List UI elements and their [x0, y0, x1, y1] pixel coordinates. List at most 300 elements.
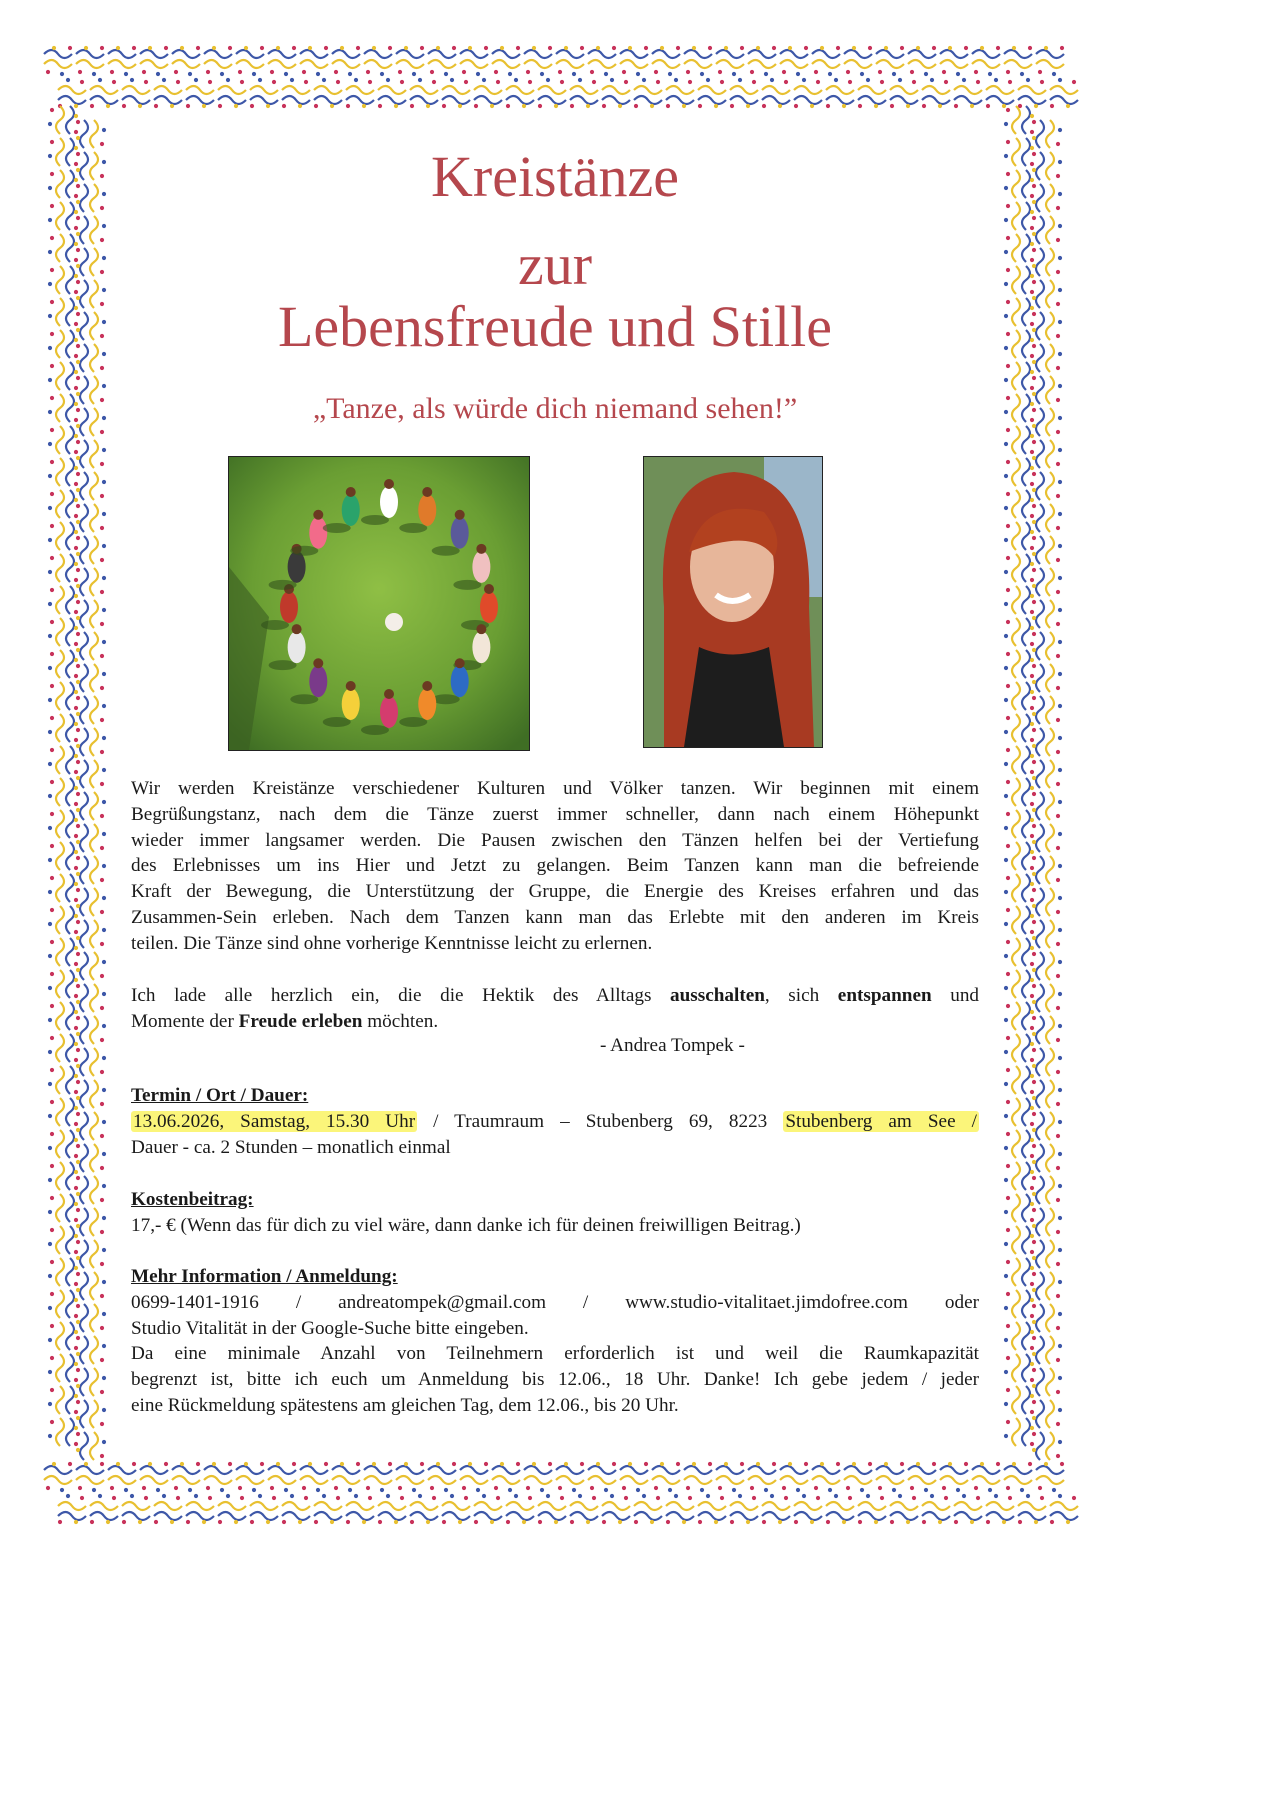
swirl-ornament	[76, 1016, 106, 1044]
swirl-ornament	[1004, 842, 1034, 870]
swirl-ornament	[204, 46, 232, 76]
intro-line: wieder immer langsamer werden. Die Pausen zwischen den Tänzen helfen bei der Vertiefung	[131, 829, 979, 851]
portrait-photo	[643, 456, 823, 748]
swirl-ornament	[972, 1462, 1000, 1492]
swirl-ornament	[76, 600, 106, 628]
swirl-ornament	[780, 1462, 808, 1492]
dancer-figure	[418, 494, 436, 526]
swirl-ornament	[122, 78, 150, 108]
swirl-ornament	[300, 1462, 328, 1492]
swirl-ornament	[250, 1494, 278, 1524]
swirl-ornament	[506, 1494, 534, 1524]
swirl-ornament	[346, 1494, 374, 1524]
dancer-shadow	[399, 717, 427, 727]
info-line: Studio Vitalität in der Google-Suche bitte eingeben.	[131, 1317, 529, 1339]
swirl-ornament	[1004, 1258, 1034, 1286]
dancer-figure	[342, 494, 360, 526]
swirl-ornament	[48, 1258, 78, 1286]
swirl-ornament	[76, 1336, 106, 1364]
swirl-ornament	[282, 78, 310, 108]
swirl-ornament	[1004, 906, 1034, 934]
swirl-ornament	[1004, 1290, 1034, 1318]
dancer-shadow	[261, 620, 289, 630]
swirl-ornament	[474, 1494, 502, 1524]
swirl-ornament	[48, 618, 78, 646]
swirl-ornament	[154, 78, 182, 108]
swirl-ornament	[460, 1462, 488, 1492]
swirl-ornament	[48, 714, 78, 742]
swirl-ornament	[588, 1462, 616, 1492]
dancer-figure	[472, 631, 490, 663]
swirl-ornament	[1004, 1162, 1034, 1190]
swirl-ornament	[76, 1462, 104, 1492]
swirl-ornament	[844, 1462, 872, 1492]
swirl-ornament	[1004, 874, 1034, 902]
swirl-ornament	[684, 46, 712, 76]
swirl-ornament	[48, 1290, 78, 1318]
swirl-ornament	[666, 78, 694, 108]
swirl-ornament	[76, 760, 106, 788]
swirl-ornament	[90, 78, 118, 108]
swirl-ornament	[922, 78, 950, 108]
swirl-ornament	[620, 46, 648, 76]
dancer-head	[292, 624, 302, 634]
swirl-ornament	[428, 1462, 456, 1492]
swirl-ornament	[48, 1066, 78, 1094]
swirl-ornament	[428, 46, 456, 76]
dancer-shadow	[361, 515, 389, 525]
swirl-ornament	[90, 1494, 118, 1524]
dancer-shadow	[323, 717, 351, 727]
swirl-ornament	[922, 1494, 950, 1524]
info-section	[131, 1264, 979, 1419]
swirl-ornament	[76, 696, 106, 724]
swirl-ornament	[556, 46, 584, 76]
dancer-figure	[309, 665, 327, 697]
invite-bold: ausschalten	[670, 985, 765, 1006]
swirl-ornament	[812, 1462, 840, 1492]
swirl-ornament	[794, 78, 822, 108]
swirl-ornament	[1032, 1112, 1062, 1140]
dancer-shadow	[323, 523, 351, 533]
swirl-ornament	[76, 1080, 106, 1108]
swirl-ornament	[492, 1462, 520, 1492]
invite-text: , sich	[764, 985, 838, 1006]
swirl-ornament	[346, 78, 374, 108]
swirl-ornament	[48, 682, 78, 710]
swirl-ornament	[1004, 682, 1034, 710]
swirl-ornament	[826, 78, 854, 108]
swirl-ornament	[268, 46, 296, 76]
swirl-ornament	[986, 1494, 1014, 1524]
swirl-ornament	[1032, 1368, 1062, 1396]
swirl-ornament	[1032, 664, 1062, 692]
swirl-ornament	[44, 1462, 72, 1492]
swirl-ornament	[1004, 778, 1034, 806]
swirl-ornament	[44, 46, 72, 76]
swirl-ornament	[1018, 1494, 1046, 1524]
schedule-section	[131, 1083, 979, 1160]
swirl-ornament	[172, 46, 200, 76]
swirl-ornament	[76, 1368, 106, 1396]
swirl-ornament	[48, 202, 78, 230]
swirl-ornament	[716, 1462, 744, 1492]
dancer-head	[384, 689, 394, 699]
swirl-ornament	[492, 46, 520, 76]
swirl-ornament	[76, 632, 106, 660]
swirl-ornament	[474, 78, 502, 108]
swirl-ornament	[1004, 554, 1034, 582]
swirl-ornament	[460, 46, 488, 76]
dancer-head	[313, 658, 323, 668]
dancer-head	[455, 510, 465, 520]
dancer-shadow	[361, 725, 389, 735]
swirl-ornament	[140, 1462, 168, 1492]
dancer-shadow	[290, 694, 318, 704]
swirl-ornament	[410, 78, 438, 108]
swirl-ornament	[300, 46, 328, 76]
dancer-head	[346, 487, 356, 497]
town-highlight: Stubenberg am See /	[785, 1110, 977, 1132]
swirl-ornament	[442, 1494, 470, 1524]
swirl-ornament	[620, 1462, 648, 1492]
swirl-ornament	[556, 1462, 584, 1492]
swirl-ornament	[410, 1494, 438, 1524]
swirl-ornament	[634, 78, 662, 108]
dancer-figure	[280, 591, 298, 623]
swirl-ornament	[666, 1494, 694, 1524]
swirl-ornament	[76, 1400, 106, 1428]
swirl-ornament	[140, 46, 168, 76]
swirl-ornament	[1032, 120, 1062, 148]
swirl-ornament	[1032, 536, 1062, 564]
dancer-shadow	[453, 580, 481, 590]
swirl-ornament	[1004, 618, 1034, 646]
swirl-ornament	[1032, 696, 1062, 724]
info-line: begrenzt ist, bitte ich euch um Anmeldung bis 12.06., 18 Uhr. Danke! Ich gebe jedem / jeder	[131, 1369, 979, 1391]
swirl-ornament	[48, 586, 78, 614]
swirl-ornament	[1032, 1080, 1062, 1108]
swirl-ornament	[186, 78, 214, 108]
swirl-ornament	[76, 1112, 106, 1140]
swirl-ornament	[858, 78, 886, 108]
dancer-shadow	[432, 546, 460, 556]
swirl-ornament	[396, 46, 424, 76]
swirl-ornament	[108, 46, 136, 76]
swirl-ornament	[396, 1462, 424, 1492]
swirl-ornament	[1036, 46, 1064, 76]
swirl-ornament	[48, 106, 78, 134]
invitation-paragraph	[131, 983, 979, 1035]
swirl-ornament	[76, 728, 106, 756]
swirl-ornament	[1032, 728, 1062, 756]
costs-heading: Kostenbeitrag:	[131, 1189, 254, 1210]
swirl-ornament	[76, 952, 106, 980]
swirl-ornament	[858, 1494, 886, 1524]
swirl-ornament	[76, 1048, 106, 1076]
swirl-ornament	[876, 1462, 904, 1492]
swirl-ornament	[76, 664, 106, 692]
swirl-ornament	[1004, 46, 1032, 76]
dancer-head	[422, 487, 432, 497]
swirl-ornament	[364, 1462, 392, 1492]
swirl-ornament	[1032, 1016, 1062, 1044]
swirl-ornament	[1004, 426, 1034, 454]
duration-line: Dauer - ca. 2 Stunden – monatlich einmal	[131, 1136, 451, 1158]
swirl-ornament	[1004, 1462, 1032, 1492]
schedule-line	[131, 1109, 979, 1135]
swirl-ornament	[1004, 522, 1034, 550]
swirl-ornament	[1032, 1208, 1062, 1236]
swirl-ornament	[524, 46, 552, 76]
swirl-ornament	[76, 536, 106, 564]
swirl-ornament	[570, 1494, 598, 1524]
intro-line: Begrüßungstanz, nach dem die Tänze zuerst immer schneller, dann nach einem Höhepunkt	[131, 803, 979, 825]
swirl-ornament	[48, 810, 78, 838]
swirl-ornament	[954, 1494, 982, 1524]
swirl-ornament	[1032, 1400, 1062, 1428]
swirl-ornament	[1032, 472, 1062, 500]
swirl-ornament	[1032, 568, 1062, 596]
swirl-ornament	[236, 1462, 264, 1492]
swirl-ornament	[588, 46, 616, 76]
intro-line: Zusammen-Sein erleben. Nach dem Tanzen kann man das Erlebte mit den anderen im Kreis	[131, 906, 979, 928]
swirl-ornament	[602, 1494, 630, 1524]
swirl-ornament	[442, 78, 470, 108]
swirl-ornament	[48, 938, 78, 966]
swirl-ornament	[538, 78, 566, 108]
swirl-ornament	[48, 1130, 78, 1158]
swirl-ornament	[940, 1462, 968, 1492]
swirl-ornament	[954, 78, 982, 108]
circle-dance-photo	[228, 456, 530, 751]
swirl-ornament	[1004, 1002, 1034, 1030]
costs-text: 17,- € (Wenn das für dich zu viel wäre, dann danke ich für deinen freiwilligen Beitrag.)	[131, 1214, 801, 1236]
invite-text: und	[931, 985, 980, 1006]
swirl-ornament	[794, 1494, 822, 1524]
swirl-ornament	[1032, 1144, 1062, 1172]
date-time-highlight: 13.06.2026, Samstag, 15.30 Uhr	[133, 1110, 416, 1132]
dancer-shadow	[269, 580, 297, 590]
swirl-ornament	[48, 1354, 78, 1382]
swirl-ornament	[48, 874, 78, 902]
dancer-figure	[309, 517, 327, 549]
swirl-ornament	[76, 824, 106, 852]
swirl-ornament	[76, 568, 106, 596]
swirl-ornament	[58, 1494, 86, 1524]
swirl-ornament	[1004, 650, 1034, 678]
swirl-ornament	[908, 1462, 936, 1492]
intro-line: Wir werden Kreistänze verschiedener Kulturen und Völker tanzen. Wir beginnen mit einem	[131, 778, 979, 799]
swirl-ornament	[1032, 504, 1062, 532]
swirl-ornament	[76, 792, 106, 820]
swirl-ornament	[76, 504, 106, 532]
swirl-ornament	[1032, 888, 1062, 916]
swirl-ornament	[1018, 78, 1046, 108]
swirl-ornament	[890, 78, 918, 108]
swirl-ornament	[890, 1494, 918, 1524]
dancer-head	[455, 658, 465, 668]
intro-line: Kraft der Bewegung, die Unterstützung der Gruppe, die Energie des Kreises erfahren und das	[131, 881, 979, 903]
swirl-ornament	[48, 650, 78, 678]
swirl-ornament	[570, 78, 598, 108]
swirl-ornament	[48, 1322, 78, 1350]
swirl-ornament	[48, 746, 78, 774]
swirl-ornament	[332, 46, 360, 76]
swirl-ornament	[762, 78, 790, 108]
title-line-2: zur	[517, 232, 593, 297]
dancer-shadow	[290, 546, 318, 556]
intro-line: teilen. Die Tänze sind ohne vorherige Kenntnisse leicht zu erlernen.	[131, 932, 653, 954]
swirl-ornament	[1004, 938, 1034, 966]
swirl-ornament	[1032, 760, 1062, 788]
swirl-ornament	[762, 1494, 790, 1524]
dancer-head	[313, 510, 323, 520]
schedule-heading: Termin / Ort / Dauer:	[131, 1085, 309, 1106]
swirl-ornament	[48, 1098, 78, 1126]
swirl-ornament	[940, 46, 968, 76]
info-line: Da eine minimale Anzahl von Teilnehmern erforderlich ist und weil die Raumkapazität	[131, 1343, 979, 1365]
swirl-ornament	[218, 78, 246, 108]
swirl-ornament	[748, 1462, 776, 1492]
swirl-ornament	[1004, 1354, 1034, 1382]
dancer-head	[476, 624, 486, 634]
swirl-ornament	[76, 1272, 106, 1300]
dancer-shadow	[399, 523, 427, 533]
swirl-ornament	[48, 778, 78, 806]
swirl-ornament	[250, 78, 278, 108]
dancer-head	[346, 681, 356, 691]
swirl-ornament	[48, 554, 78, 582]
swirl-ornament	[48, 522, 78, 550]
swirl-ornament	[652, 46, 680, 76]
swirl-ornament	[1004, 1386, 1034, 1414]
swirl-ornament	[48, 1194, 78, 1222]
swirl-ornament	[58, 78, 86, 108]
dancer-figure	[380, 486, 398, 518]
swirl-ornament	[908, 46, 936, 76]
swirl-ornament	[48, 1002, 78, 1030]
swirl-ornament	[172, 1462, 200, 1492]
swirl-ornament	[48, 490, 78, 518]
swirl-ornament	[1032, 824, 1062, 852]
dancer-shadow	[269, 660, 297, 670]
swirl-ornament	[76, 856, 106, 884]
swirl-ornament	[154, 1494, 182, 1524]
swirl-ornament	[1032, 1048, 1062, 1076]
swirl-ornament	[1032, 1176, 1062, 1204]
invitation-line-2	[131, 1009, 979, 1035]
swirl-ornament	[1004, 1130, 1034, 1158]
swirl-ornament	[332, 1462, 360, 1492]
swirl-ornament	[1004, 490, 1034, 518]
swirl-ornament	[1004, 970, 1034, 998]
swirl-ornament	[506, 78, 534, 108]
swirl-ornament	[76, 1432, 106, 1460]
swirl-ornament	[76, 440, 106, 468]
swirl-ornament	[1032, 1336, 1062, 1364]
swirl-ornament	[524, 1462, 552, 1492]
swirl-ornament	[364, 46, 392, 76]
dancer-head	[484, 584, 494, 594]
swirl-ornament	[236, 46, 264, 76]
swirl-ornament	[48, 1226, 78, 1254]
swirl-ornament	[1004, 714, 1034, 742]
info-line: 0699-1401-1916 / andreatompek@gmail.com / www.studio-vitalitaet.jimdofree.com oder	[131, 1291, 979, 1313]
swirl-ornament	[1004, 746, 1034, 774]
swirl-ornament	[76, 920, 106, 948]
swirl-ornament	[378, 78, 406, 108]
swirl-ornament	[972, 46, 1000, 76]
invite-text: möchten.	[362, 1010, 439, 1032]
swirl-ornament	[812, 46, 840, 76]
swirl-ornament	[1004, 810, 1034, 838]
invite-bold: entspannen	[837, 985, 932, 1006]
swirl-ornament	[204, 1462, 232, 1492]
swirl-ornament	[1004, 1034, 1034, 1062]
swirl-ornament	[314, 78, 342, 108]
dancer-figure	[418, 688, 436, 720]
dancer-head	[422, 681, 432, 691]
swirl-ornament	[602, 78, 630, 108]
swirl-ornament	[634, 1494, 662, 1524]
swirl-ornament	[48, 970, 78, 998]
swirl-ornament	[1032, 632, 1062, 660]
info-line: eine Rückmeldung spätestens am gleichen Tag, dem 12.06., bis 20 Uhr.	[131, 1394, 679, 1416]
swirl-ornament	[1032, 952, 1062, 980]
invite-bold: Freude erleben	[238, 1010, 363, 1032]
swirl-ornament	[698, 1494, 726, 1524]
motto-quote: „Tanze, als würde dich niemand sehen!”	[312, 392, 798, 425]
intro-line: des Erlebnisses um ins Hier und Jetzt zu gelangen. Beim Tanzen kann man die befreiende	[131, 855, 979, 877]
swirl-ornament	[1032, 600, 1062, 628]
swirl-ornament	[218, 1494, 246, 1524]
swirl-ornament	[730, 78, 758, 108]
dancer-head	[476, 544, 486, 554]
swirl-ornament	[76, 1144, 106, 1172]
swirl-ornament	[76, 1208, 106, 1236]
swirl-ornament	[1004, 1066, 1034, 1094]
dancer-figure	[342, 688, 360, 720]
swirl-ornament	[48, 906, 78, 934]
swirl-ornament	[76, 1240, 106, 1268]
swirl-ornament	[48, 362, 78, 390]
swirl-ornament	[48, 1386, 78, 1414]
invite-text: Ich lade alle herzlich ein, die die Hektik des Alltags	[131, 985, 671, 1006]
swirl-ornament	[1032, 440, 1062, 468]
swirl-ornament	[1032, 792, 1062, 820]
swirl-ornament	[378, 1494, 406, 1524]
swirl-ornament	[48, 426, 78, 454]
dancer-figure	[451, 665, 469, 697]
swirl-ornament	[1050, 1494, 1078, 1524]
swirl-ornament	[1004, 202, 1034, 230]
dancer-figure	[380, 696, 398, 728]
title-line-1: Kreistänze	[431, 144, 679, 209]
dancer-figure	[480, 591, 498, 623]
title-line-3: Lebensfreude und Stille	[277, 294, 833, 359]
swirl-ornament	[76, 888, 106, 916]
swirl-ornament	[268, 1462, 296, 1492]
swirl-ornament	[76, 120, 106, 148]
swirl-ornament	[48, 842, 78, 870]
swirl-ornament	[1004, 1194, 1034, 1222]
swirl-ornament	[1004, 1418, 1034, 1446]
swirl-ornament	[1004, 458, 1034, 486]
swirl-ornament	[826, 1494, 854, 1524]
swirl-ornament	[314, 1494, 342, 1524]
swirl-ornament	[1032, 1272, 1062, 1300]
